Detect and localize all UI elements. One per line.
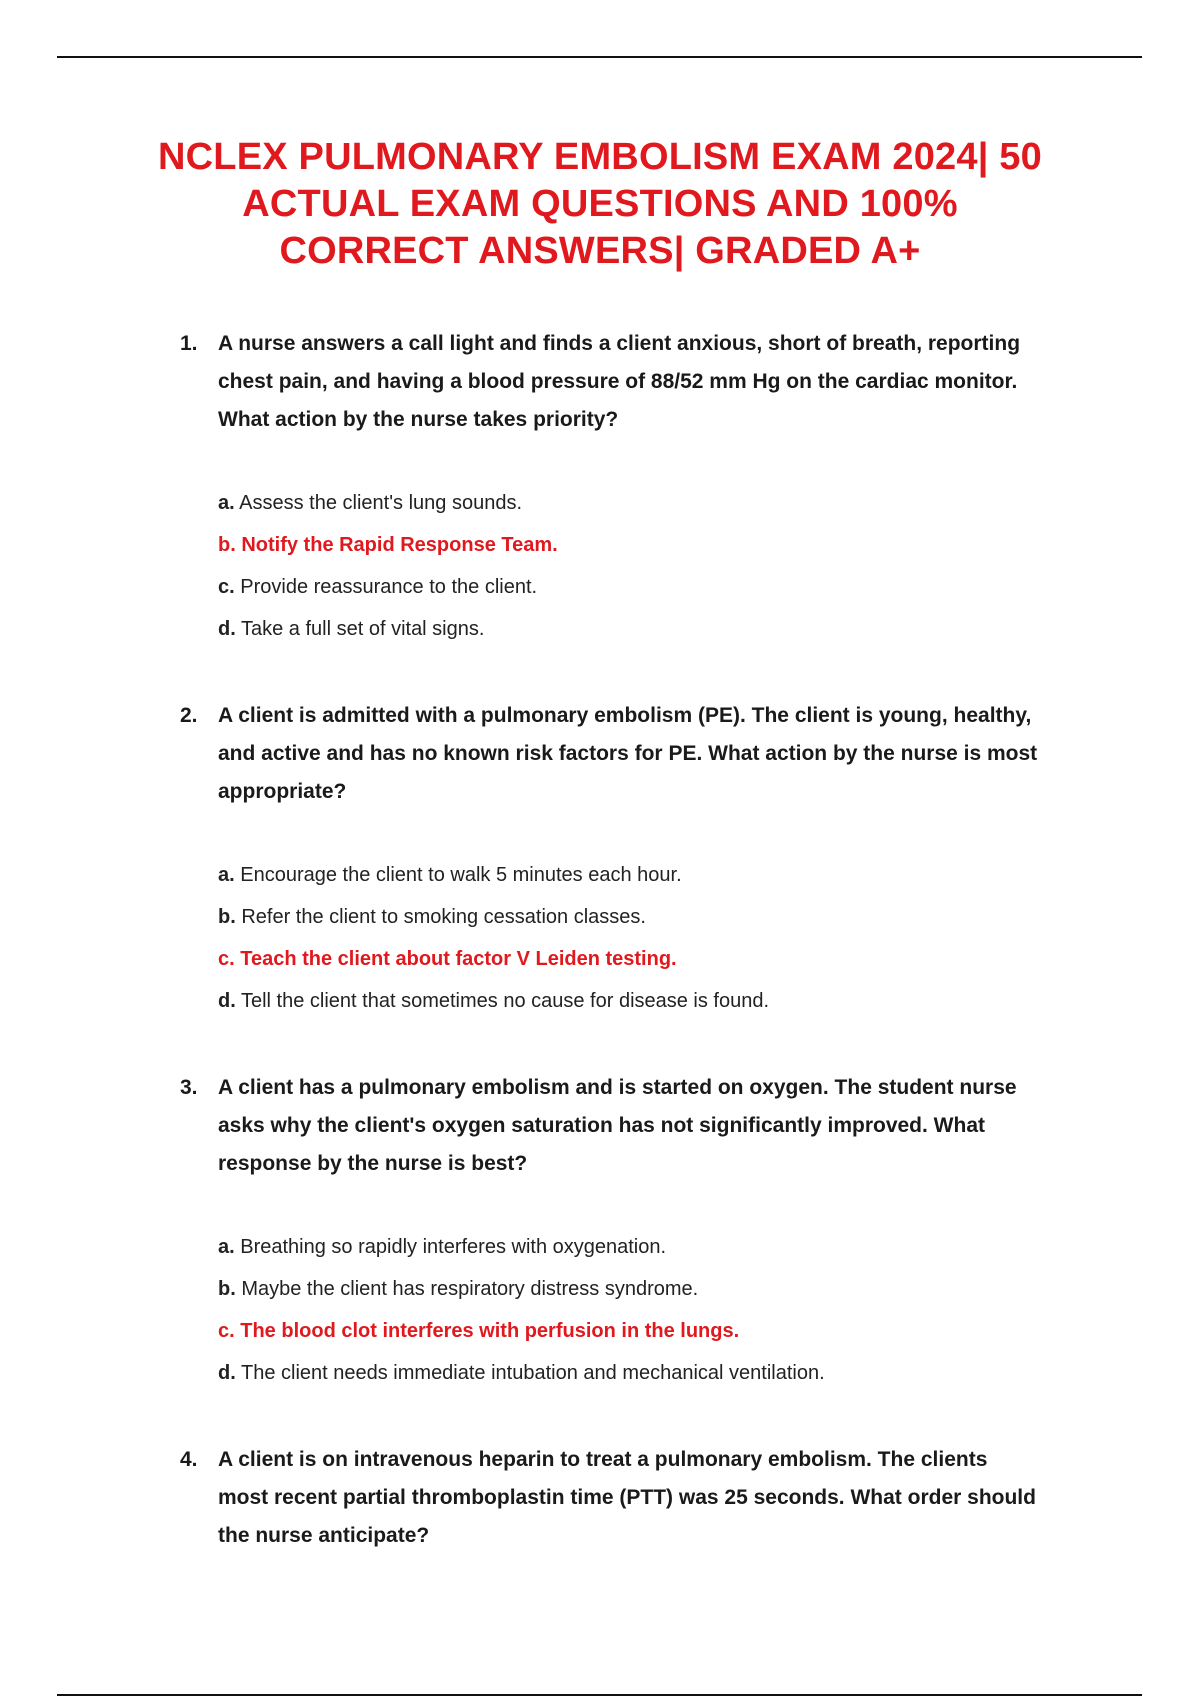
question-line: appropriate? — [218, 780, 347, 803]
option-letter: c. — [218, 948, 235, 970]
option-letter: d. — [218, 1362, 236, 1384]
question-text — [218, 1441, 1088, 1555]
question-text — [218, 1069, 1088, 1183]
question-line: What action by the nurse takes priority? — [218, 408, 619, 431]
question-line: A nurse answers a call light and finds a client anxious, short of breath, reporting — [218, 332, 1021, 355]
option-text: Assess the client's lung sounds. — [239, 492, 523, 514]
answer-option-c — [218, 566, 1088, 608]
answer-option-a — [218, 482, 1088, 524]
option-letter: d. — [218, 990, 236, 1012]
document-title — [120, 134, 1080, 275]
answer-options — [218, 1226, 1088, 1394]
option-text: Notify the Rapid Response Team. — [241, 534, 558, 556]
answer-option-d — [218, 1352, 1088, 1394]
question-number: 3. — [180, 1076, 198, 1099]
option-text: Provide reassurance to the client. — [240, 576, 538, 598]
option-letter: b. — [218, 906, 236, 928]
option-text: Refer the client to smoking cessation classes. — [241, 906, 646, 928]
answer-option-c-correct — [218, 1310, 1088, 1352]
question-number: 4. — [180, 1448, 198, 1471]
answer-options — [218, 482, 1088, 650]
title-line: ACTUAL EXAM QUESTIONS AND 100% — [242, 183, 958, 225]
bottom-rule — [57, 1694, 1142, 1696]
question-line: the nurse anticipate? — [218, 1524, 430, 1547]
question-line: most recent partial thromboplastin time (PTT) was 25 seconds. What order should — [218, 1486, 1036, 1509]
title-line: NCLEX PULMONARY EMBOLISM EXAM 2024| 50 — [158, 136, 1042, 178]
answer-option-c-correct — [218, 938, 1088, 980]
option-letter: c. — [218, 1320, 235, 1342]
question-line: A client has a pulmonary embolism and is started on oxygen. The student nurse — [218, 1076, 1017, 1099]
question-line: asks why the client's oxygen saturation has not significantly improved. What — [218, 1114, 985, 1137]
answer-options — [218, 854, 1088, 1022]
top-rule — [57, 56, 1142, 58]
answer-option-b-correct — [218, 524, 1088, 566]
answer-option-a — [218, 1226, 1088, 1268]
option-text: Maybe the client has respiratory distress syndrome. — [241, 1278, 699, 1300]
option-text: Teach the client about factor V Leiden testing. — [240, 948, 677, 970]
option-letter: a. — [218, 492, 235, 514]
option-text: Tell the client that sometimes no cause for disease is found. — [240, 990, 770, 1012]
question-line: and active and has no known risk factors for PE. What action by the nurse is most — [218, 742, 1038, 765]
option-letter: d. — [218, 618, 236, 640]
title-line: CORRECT ANSWERS| GRADED A+ — [279, 230, 921, 272]
answer-option-a — [218, 854, 1088, 896]
question-text — [218, 325, 1088, 439]
option-letter: a. — [218, 1236, 235, 1258]
question-text — [218, 697, 1088, 811]
answer-option-d — [218, 608, 1088, 650]
option-text: The client needs immediate intubation and mechanical ventilation. — [240, 1362, 825, 1384]
question-line: response by the nurse is best? — [218, 1152, 528, 1175]
question-number: 1. — [180, 332, 198, 355]
answer-option-b — [218, 896, 1088, 938]
question-line: A client is on intravenous heparin to treat a pulmonary embolism. The clients — [218, 1448, 988, 1471]
question-number: 2. — [180, 704, 198, 727]
option-text: The blood clot interferes with perfusion in the lungs. — [240, 1320, 740, 1342]
question-line: A client is admitted with a pulmonary embolism (PE). The client is young, healthy, — [218, 704, 1032, 727]
option-text: Breathing so rapidly interferes with oxygenation. — [240, 1236, 667, 1258]
answer-option-d — [218, 980, 1088, 1022]
option-text: Take a full set of vital signs. — [240, 618, 485, 640]
option-letter: b. — [218, 534, 236, 556]
answer-option-b — [218, 1268, 1088, 1310]
option-letter: c. — [218, 576, 235, 598]
option-text: Encourage the client to walk 5 minutes each hour. — [240, 864, 682, 886]
option-letter: b. — [218, 1278, 236, 1300]
option-letter: a. — [218, 864, 235, 886]
question-line: chest pain, and having a blood pressure of 88/52 mm Hg on the cardiac monitor. — [218, 370, 1018, 393]
